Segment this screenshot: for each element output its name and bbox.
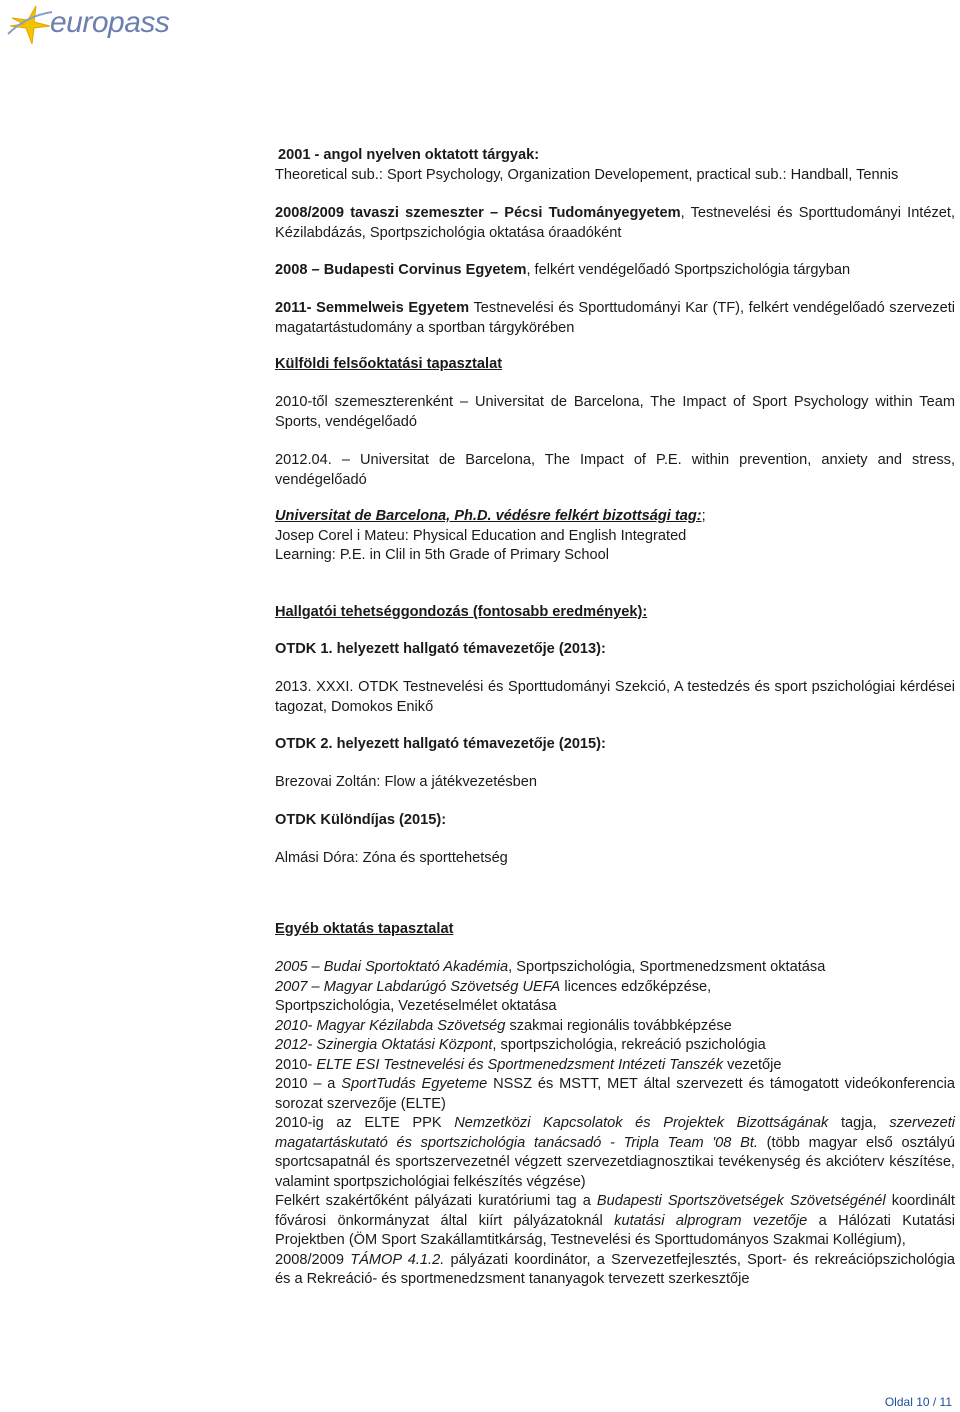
list-item: 2007 – Magyar Labdarúgó Szövetség UEFA licences edzőképzése, (275, 978, 712, 995)
list-item: 2010- ELTE ESI Testnevelési és Sportmenedzsment Intézeti Tanszék vezetője (275, 1056, 782, 1073)
list-item: 2012- Szinergia Oktatási Központ, sportpszichológia, rekreáció pszichológia (275, 1037, 766, 1053)
corvinus-details: , felkért vendégelőadó Sportpszichológia tárgyban (526, 262, 851, 278)
list-item: Felkért szakértőként pályázati kuratóriumi tag a Budapesti Sportszövetségek Szövetségénél koordinált fővárosi önkormányzat által kiírt pályázatoknál kutatási alprogram vezetője a Hálózati Kutatási Projektben (ÖM Sport Szakállamtitkárság, Testnevelési és Sporttudományos Szakmai Kollégium), (275, 1193, 955, 1248)
europass-star-icon (6, 4, 56, 48)
semmelweis-entry (275, 299, 955, 338)
page-number: Oldal 10 / 11 (884, 1395, 952, 1409)
foreign-experience-heading: Külföldi felsőoktatási tapasztalat (275, 356, 503, 372)
corvinus-entry (275, 261, 955, 281)
barcelona-guest-lecture-1: 2010-től szemeszterenként – Universitat de Barcelona, The Impact of Sport Psychology within Team Sports, vendégelőadó (275, 394, 955, 430)
english-teaching-subjects: Theoretical sub.: Sport Psychology, Organization Developement, practical sub.: Handball, Tennis (275, 166, 899, 183)
pte-details: , Testnevelési és Sporttudományi Intézet, Kézilabdázás, Sportpszichológia oktatása óraadóként (275, 205, 956, 241)
phd-committee-line-1: Josep Corel i Mateu: Physical Education and English Integrated (275, 527, 687, 544)
europass-logo (6, 4, 170, 46)
english-teaching-heading: 2001 - angol nyelven oktatott tárgyak: (278, 147, 540, 163)
otdk-1-heading: OTDK 1. helyezett hallgató témavezetője (2013): (275, 641, 606, 657)
phd-committee-heading: Universitat de Barcelona, Ph.D. védésre felkért bizottsági tag: (275, 508, 702, 524)
phd-committee-line-2: Learning: P.E. in Clil in 5th Grade of Primary School (275, 547, 609, 563)
corvinus-title: 2008 – Budapesti Corvinus Egyetem (275, 262, 527, 278)
otdk-special-heading: OTDK Különdíjas (2015): (275, 812, 447, 828)
semmelweis-title: 2011- Semmelweis Egyetem (275, 300, 470, 316)
list-item: 2005 – Budai Sportoktató Akadémia, Sportpszichológia, Sportmenedzsment oktatása (275, 959, 826, 975)
pte-entry (275, 204, 955, 243)
otdk-special-text: Almási Dóra: Zóna és sporttehetség (275, 850, 508, 866)
other-teaching-list (275, 958, 955, 1290)
other-teaching-heading: Egyéb oktatás tapasztalat (275, 921, 454, 937)
otdk-2-heading: OTDK 2. helyezett hallgató témavezetője (2015): (275, 736, 606, 752)
list-item: Sportpszichológia, Vezetéselmélet oktatása (275, 998, 557, 1014)
phd-committee-colon: ; (701, 508, 706, 524)
semmelweis-details: Testnevelési és Sporttudományi Kar (TF), felkért vendégelőadó szervezeti magatartástudomány a sportban tárgykörében (275, 300, 956, 336)
pte-title: 2008/2009 tavaszi szemeszter – Pécsi Tudományegyetem (275, 205, 681, 221)
list-item: 2010-ig az ELTE PPK Nemzetközi Kapcsolatok és Projektek Bizottságának tagja, szervezeti magatartáskutató és sportszichológia tanácsadó - Tripla Team '08 Bt. (több magyar első osztályú sportcsapatnál és sportszervezetnél végzett szervezetdiagnosztikai tevékenység és akcióterv készítése, valamint sportpszichológiai felkészítés végzése) (275, 1115, 956, 1190)
list-item: 2008/2009 TÁMOP 4.1.2. pályázati koordinátor, a Szervezetfejlesztés, Sport- és rekreációpszichológia és a Rekreáció- és sportmenedzsment tananyagok tervezett szerkesztője (275, 1251, 955, 1287)
phd-committee-entry (275, 507, 955, 566)
barcelona-guest-lecture-2: 2012.04. – Universitat de Barcelona, The Impact of P.E. within prevention, anxiety and stress, vendégelőadó (275, 452, 955, 488)
talent-heading: Hallgatói tehetséggondozás (fontosabb eredmények): (275, 604, 648, 620)
europass-wordmark: europass (50, 6, 170, 39)
list-item: 2010- Magyar Kézilabda Szövetség szakmai regionális továbbképzése (275, 1017, 732, 1034)
list-item: 2010 – a SportTudás Egyeteme NSSZ és MSTT, MET által szervezett és támogatott videókonferencia sorozat szervezője (ELTE) (275, 1076, 956, 1112)
otdk-2-text: Brezovai Zoltán: Flow a játékvezetésben (275, 774, 538, 790)
english-teaching-section (275, 146, 955, 185)
otdk-1-text: 2013. XXXI. OTDK Testnevelési és Sporttudományi Szekció, A testedzés és sport pszichológiai kérdései tagozat, Domokos Enikő (275, 679, 955, 715)
